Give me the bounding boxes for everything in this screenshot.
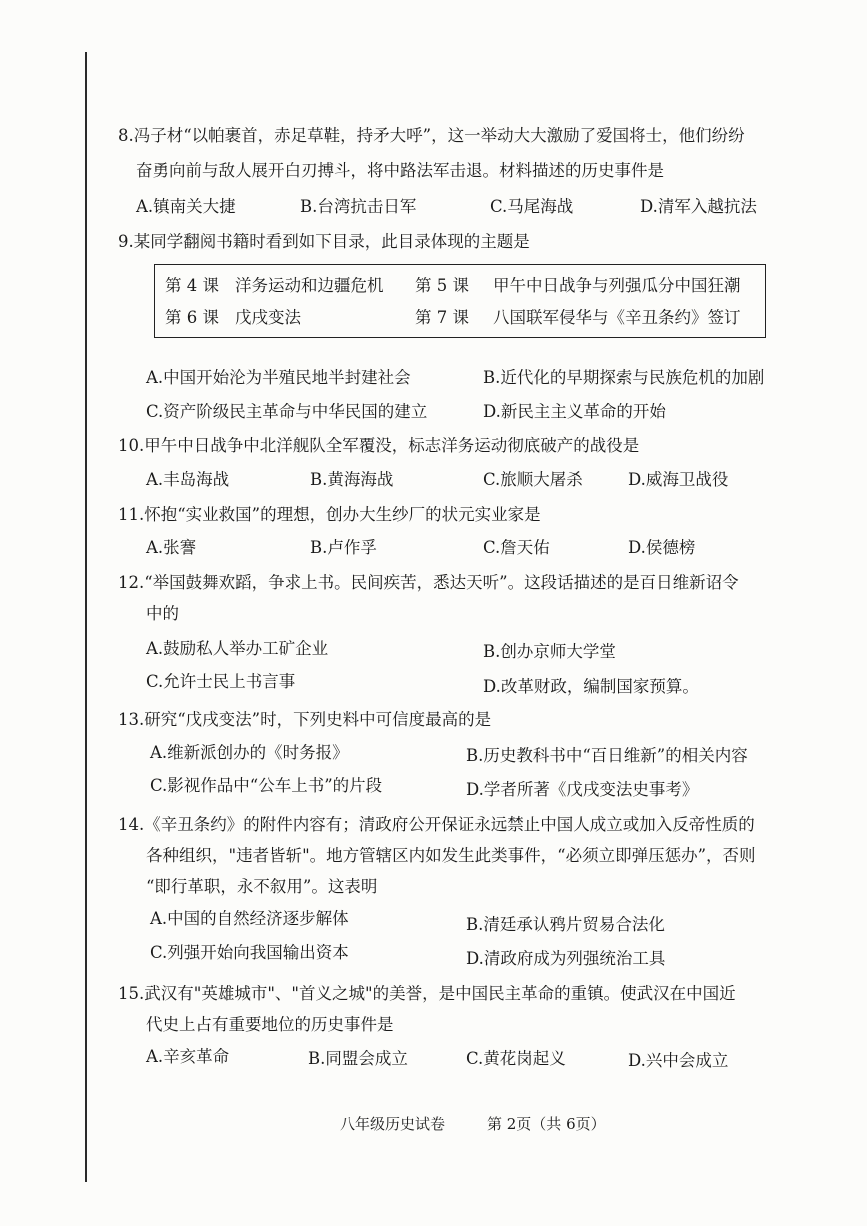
option-a: A.中国开始沦为半殖民地半封建社会 [146, 368, 411, 387]
toc-lesson-title: 甲午中日战争与列强瓜分中国狂潮 [493, 276, 741, 295]
question-text: 15.武汉有"英雄城市"、"首义之城"的美誉，是中国民主革命的重镇。使武汉在中国近 [118, 984, 736, 1003]
option-b: B.卢作孚 [310, 538, 377, 557]
option-c: C.资产阶级民主革命与中华民国的建立 [146, 402, 428, 421]
question-text: 14.《辛丑条约》的附件内容有；清政府公开保证永远禁止中国人成立或加入反帝性质的 [118, 815, 755, 834]
option-d: D.侯德榜 [628, 538, 696, 557]
question-text: 10.甲午中日战争中北洋舰队全军覆没，标志洋务运动彻底破产的战役是 [118, 436, 640, 455]
option-b: B.历史教科书中“百日维新”的相关内容 [466, 746, 748, 765]
table-of-contents-box [154, 264, 766, 338]
question-text: 9.某同学翻阅书籍时看到如下目录，此目录体现的主题是 [118, 232, 530, 251]
option-c: C.允许士民上书言事 [146, 672, 296, 691]
option-d: D.清政府成为列强统治工具 [466, 949, 666, 968]
option-a: A.丰岛海战 [146, 470, 230, 489]
page-number: 第 2页（共 6页） [487, 1115, 606, 1133]
option-d: D.兴中会成立 [628, 1051, 729, 1070]
option-c: C.詹天佑 [483, 538, 550, 557]
option-a: A.中国的自然经济逐步解体 [150, 909, 349, 928]
option-c: C.旅顺大屠杀 [483, 470, 583, 489]
option-d: D.学者所著《戊戌变法史事考》 [466, 780, 699, 799]
option-b: B.黄海海战 [310, 470, 394, 489]
toc-lesson-number: 第 5 课 [415, 276, 469, 295]
question-text: “即行革职，永不叙用”。这表明 [146, 877, 378, 896]
binding-margin-line [85, 52, 87, 1182]
option-b: B.近代化的早期探索与民族危机的加剧 [483, 368, 765, 387]
option-c: C.黄花岗起义 [466, 1049, 566, 1068]
option-a: A.维新派创办的《时务报》 [150, 743, 349, 762]
option-d: D.威海卫战役 [628, 470, 729, 489]
toc-lesson-title: 八国联军侵华与《辛丑条约》签订 [493, 308, 741, 327]
question-text: 13.研究“戊戌变法”时，下列史料中可信度最高的是 [118, 710, 492, 729]
option-c: C.列强开始向我国输出资本 [150, 943, 349, 962]
option-b: B.清廷承认鸦片贸易合法化 [466, 915, 665, 934]
option-b: B.台湾抗击日军 [300, 197, 417, 216]
option-c: C.马尾海战 [490, 197, 574, 216]
option-a: A.镇南关大捷 [136, 197, 236, 216]
question-text: 12.“举国鼓舞欢蹈，争求上书。民间疾苦，悉达天听”。这段话描述的是百日维新诏令 [118, 573, 739, 592]
toc-lesson-number: 第 7 课 [415, 308, 469, 327]
option-a: A.辛亥革命 [146, 1047, 230, 1066]
option-a: A.鼓励私人举办工矿企业 [146, 639, 329, 658]
question-text: 代史上占有重要地位的历史事件是 [146, 1015, 394, 1034]
question-text: 8.冯子材“以帕裹首，赤足草鞋，持矛大呼”，这一举动大大激励了爱国将士，他们纷纷 [118, 126, 745, 145]
option-d: D.新民主主义革命的开始 [483, 402, 666, 421]
question-text: 11.怀抱“实业救国”的理想，创办大生纱厂的状元实业家是 [118, 505, 541, 524]
option-c: C.影视作品中“公车上书”的片段 [150, 776, 383, 795]
option-b: B.创办京师大学堂 [483, 642, 616, 661]
toc-lesson-number: 第 4 课 [165, 276, 219, 295]
option-d: D.清军入越抗法 [640, 197, 757, 216]
toc-lesson-title: 洋务运动和边疆危机 [235, 276, 384, 295]
option-a: A.张謇 [146, 538, 197, 557]
question-text: 中的 [146, 604, 179, 623]
option-b: B.同盟会成立 [308, 1049, 408, 1068]
toc-lesson-number: 第 6 课 [165, 308, 219, 327]
question-text: 奋勇向前与敌人展开白刃搏斗，将中路法军击退。材料描述的历史事件是 [136, 161, 664, 180]
question-text: 各种组织，"违者皆斩"。地方管辖区内如发生此类事件，“必须立即弹压惩办”，否则 [146, 846, 756, 865]
exam-title: 八年级历史试卷 [340, 1115, 446, 1133]
option-d: D.改革财政，编制国家预算。 [483, 677, 699, 696]
toc-lesson-title: 戊戌变法 [235, 308, 301, 327]
